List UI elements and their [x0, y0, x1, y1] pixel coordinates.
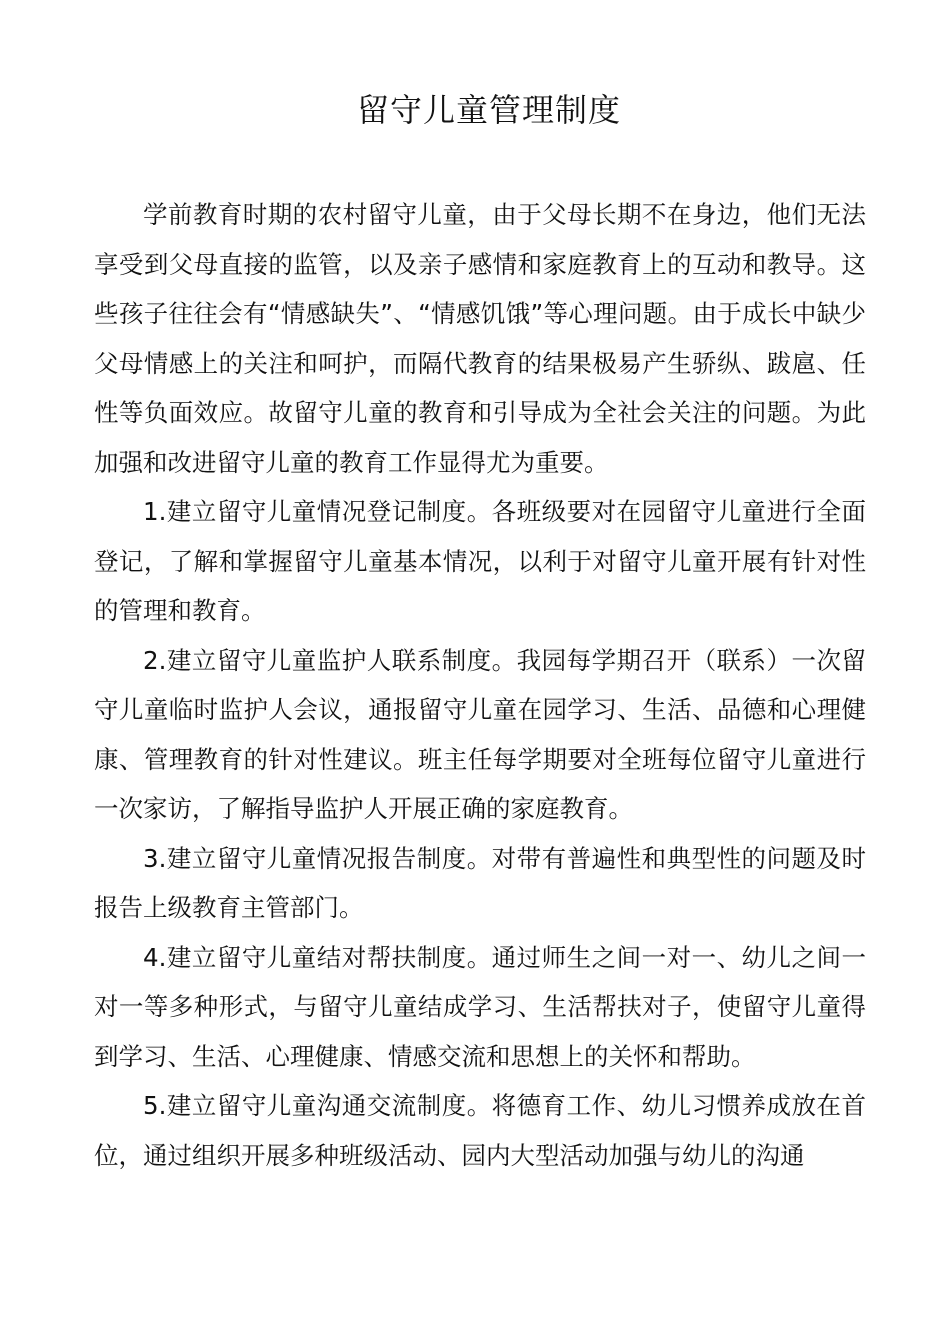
rule-4-paragraph: 4.建立留守儿童结对帮扶制度。通过师生之间一对一、幼儿之间一对一等多种形式，与留守儿童结成学习、生活帮扶对子，使留守儿童得到学习、生活、心理健康、情感交流和思想上的关怀和帮助。: [94, 942, 866, 1071]
rule-2-paragraph: 2.建立留守儿童监护人联系制度。我园每学期召开（联系）一次留守儿童临时监护人会议，通报留守儿童在园学习、生活、品德和心理健康、管理教育的针对性建议。班主任每学期要对全班每位留守儿童进行一次家访，了解指导监护人开展正确的家庭教育。: [94, 645, 866, 823]
rule-3-paragraph: 3.建立留守儿童情况报告制度。对带有普遍性和典型性的问题及时报告上级教育主管部门。: [94, 843, 866, 922]
document-body: [94, 190, 866, 1180]
rule-5-paragraph: 5.建立留守儿童沟通交流制度。将德育工作、幼儿习惯养成放在首位，通过组织开展多种班级活动、园内大型活动加强与幼儿的沟通: [94, 1091, 866, 1170]
document-title: 留守儿童管理制度: [356, 91, 621, 129]
intro-paragraph: 学前教育时期的农村留守儿童，由于父母长期不在身边，他们无法享受到父母直接的监管，以及亲子感情和家庭教育上的互动和教导。这些孩子往往会有“情感缺失”、“情感饥饿”等心理问题。由于成长中缺少父母情感上的关注和呵护，而隔代教育的结果极易产生骄纵、跋扈、任性等负面效应。故留守儿童的教育和引导成为全社会关注的问题。为此加强和改进留守儿童的教育工作显得尤为重要。: [94, 200, 866, 477]
rule-1-paragraph: 1.建立留守儿童情况登记制度。各班级要对在园留守儿童进行全面登记，了解和掌握留守儿童基本情况，以利于对留守儿童开展有针对性的管理和教育。: [94, 497, 866, 625]
